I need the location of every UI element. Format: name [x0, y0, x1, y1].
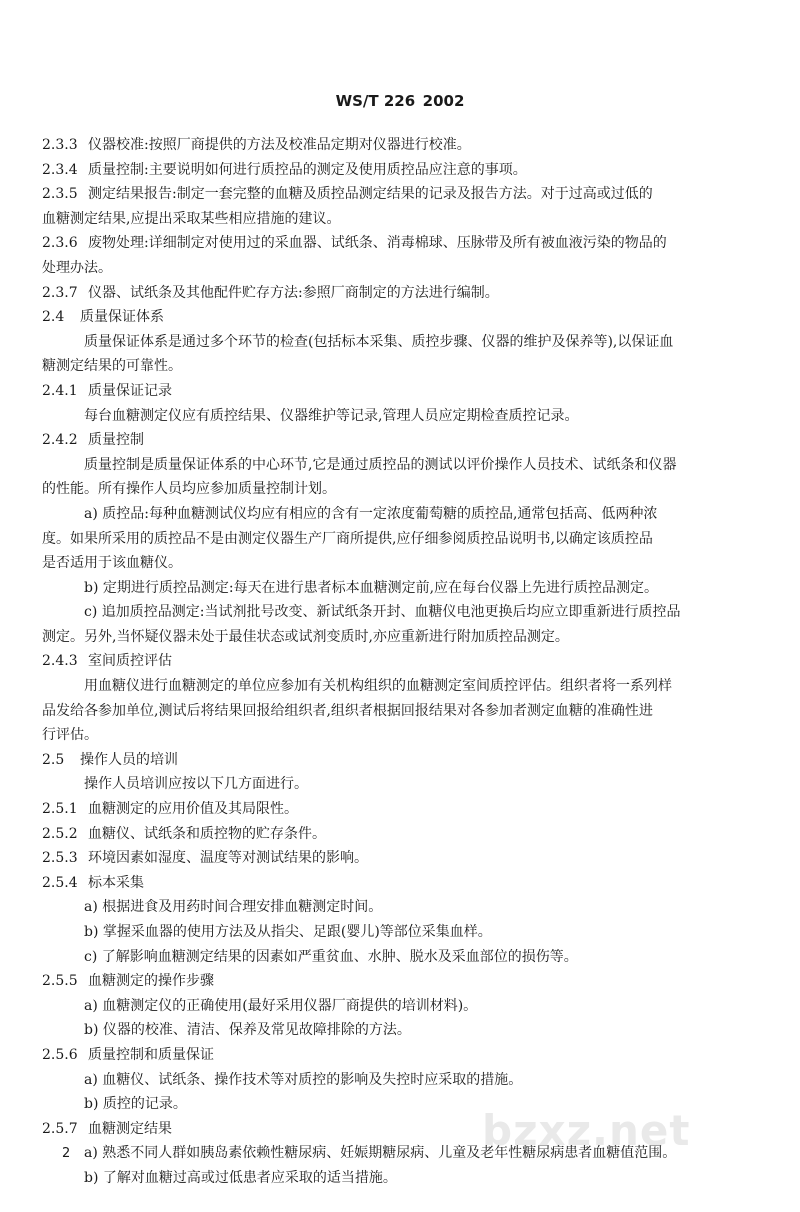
line-text: a) 血糖仪、试纸条、操作技术等对质控的影响及失控时应采取的措施。: [84, 1071, 523, 1088]
line-text: b) 仪器的校准、清洁、保养及常见故障排除的方法。: [84, 1022, 411, 1039]
line-text: 操作人员的培训: [80, 751, 178, 768]
section-line: [42, 797, 734, 822]
line-text: 质量保证记录: [88, 382, 172, 399]
section-number: 2.3.4: [42, 161, 78, 178]
section-number: 2.5: [42, 751, 65, 768]
section-number: 2.5.1: [42, 801, 78, 818]
line-text: 血糖测定结果: [88, 1120, 172, 1137]
line-text: a) 血糖测定仪的正确使用(最好采用仪器厂商提供的培训材料)。: [84, 997, 478, 1014]
section-number: 2.3.6: [42, 235, 78, 252]
line-text: b) 掌握采血器的使用方法及从指尖、足跟(婴儿)等部位采集血样。: [84, 924, 492, 940]
line-text: 测定。另外,当怀疑仪器未处于最佳状态或试剂变质时,亦应重新进行附加质控品测定。: [42, 628, 569, 645]
line-text: 操作人员培训应按以下几方面进行。: [84, 776, 308, 793]
text-line: [42, 502, 734, 527]
section-number: 2.5.2: [42, 825, 78, 842]
section-number: 2.5.3: [42, 850, 78, 867]
section-line: [42, 133, 734, 158]
document-header: WS/T 226 2002: [335, 92, 465, 110]
section-line: [42, 231, 734, 256]
line-text: 仪器、试纸条及其他配件贮存方法:参照厂商制定的方法进行编制。: [88, 284, 499, 301]
text-line: [42, 576, 734, 601]
line-text: b) 定期进行质控品测定:每天在进行患者标本血糖测定前,应在每台仪器上先进行质控品测定。: [84, 579, 659, 596]
line-text: 环境因素如湿度、温度等对测试结果的影响。: [88, 850, 368, 867]
text-line: [42, 527, 734, 552]
text-line: [42, 1018, 734, 1043]
line-text: 血糖测定的应用价值及其局限性。: [88, 801, 298, 818]
line-text: 血糖测定结果,应提出采取某些相应措施的建议。: [42, 210, 341, 227]
line-text: 仪器校准:按照厂商提供的方法及校准品定期对仪器进行校准。: [88, 137, 471, 153]
line-text: 质量保证体系: [80, 309, 164, 326]
text-line: [42, 453, 734, 478]
line-text: c) 了解影响血糖测定结果的因素如严重贫血、水肿、脱水及采血部位的损伤等。: [84, 948, 578, 965]
section-number: 2.5.6: [42, 1046, 78, 1063]
text-line: [42, 945, 734, 970]
line-text: a) 根据进食及用药时间合理安排血糖测定时间。: [84, 899, 383, 916]
line-text: 血糖测定的操作步骤: [88, 973, 214, 990]
line-text: c) 追加质控品测定:当试剂批号改变、新试纸条开封、血糖仪电池更换后均应立即重新进行质控品: [84, 604, 681, 621]
document-body: [42, 133, 734, 1191]
line-text: 标本采集: [88, 874, 144, 891]
section-line: [42, 846, 734, 871]
line-text: 处理办法。: [42, 259, 112, 276]
line-text: 行评估。: [42, 727, 98, 744]
line-text: 品发给各参加单位,测试后将结果回报给组织者,组织者根据回报结果对各参加者测定血糖的准确性进: [42, 702, 653, 719]
section-number: 2.5.5: [42, 973, 78, 990]
section-line: [42, 281, 734, 306]
section-number: 2.4.2: [42, 432, 78, 449]
section-line: [42, 969, 734, 994]
text-line: [42, 207, 734, 232]
text-line: [42, 920, 734, 945]
text-line: [42, 256, 734, 281]
line-text: 质量控制和质量保证: [88, 1046, 214, 1063]
line-text: 质量控制:主要说明如何进行质控品的测定及使用质控品应注意的事项。: [88, 161, 527, 178]
section-line: [42, 305, 734, 330]
text-line: [42, 994, 734, 1019]
section-number: 2.3.5: [42, 186, 78, 203]
text-line: [42, 404, 734, 429]
line-text: a) 熟悉不同人群如胰岛素依赖性糖尿病、妊娠期糖尿病、儿童及老年性糖尿病患者血糖值范围。: [84, 1145, 677, 1162]
line-text: a) 质控品:每种血糖测试仪均应有相应的含有一定浓度葡萄糖的质控品,通常包括高、低两种浓: [84, 505, 658, 522]
text-line: [42, 625, 734, 650]
text-line: [42, 772, 734, 797]
text-line: [42, 699, 734, 724]
line-text: 的性能。所有操作人员均应参加质量控制计划。: [42, 481, 336, 498]
text-line: [42, 330, 734, 355]
text-line: [42, 354, 734, 379]
section-number: 2.5.7: [42, 1120, 78, 1137]
line-text: 是否适用于该血糖仪。: [42, 555, 182, 572]
section-number: 2.3.3: [42, 137, 78, 153]
section-line: [42, 649, 734, 674]
text-line: [42, 551, 734, 576]
section-number: 2.4.1: [42, 382, 78, 399]
line-text: 度。如果所采用的质控品不是由测定仪器生产厂商所提供,应仔细参阅质控品说明书,以确定该质控品: [42, 530, 653, 547]
section-number: 2.5.4: [42, 874, 78, 891]
watermark: bzxz.net: [482, 1106, 691, 1155]
line-text: 质量控制: [88, 432, 144, 449]
section-line: [42, 379, 734, 404]
line-text: b) 质控的记录。: [84, 1096, 187, 1113]
section-line: [42, 158, 734, 183]
line-text: 糖测定结果的可靠性。: [42, 358, 182, 375]
section-line: [42, 748, 734, 773]
line-text: 废物处理:详细制定对使用过的采血器、试纸条、消毒棉球、压脉带及所有被血液污染的物品的: [88, 235, 667, 252]
text-line: [42, 723, 734, 748]
section-line: [42, 1043, 734, 1068]
section-line: [42, 822, 734, 847]
page-number: 2: [62, 1146, 71, 1161]
line-text: 质量控制是质量保证体系的中心环节,它是通过质控品的测试以评价操作人员技术、试纸条和仪器: [84, 456, 677, 473]
line-text: 每台血糖测定仪应有质控结果、仪器维护等记录,管理人员应定期检查质控记录。: [84, 407, 579, 424]
text-line: [42, 477, 734, 502]
section-number: 2.4: [42, 309, 65, 326]
text-line: [42, 1068, 734, 1093]
text-line: [42, 674, 734, 699]
text-line: [42, 600, 734, 625]
line-text: 室间质控评估: [88, 653, 172, 670]
line-text: 质量保证体系是通过多个环节的检查(包括标本采集、质控步骤、仪器的维护及保养等),以保证血: [84, 333, 674, 350]
line-text: 血糖仪、试纸条和质控物的贮存条件。: [88, 825, 326, 842]
text-line: [42, 1166, 734, 1191]
line-text: b) 了解对血糖过高或过低患者应采取的适当措施。: [84, 1169, 397, 1186]
section-line: [42, 428, 734, 453]
line-text: 测定结果报告:制定一套完整的血糖及质控品测定结果的记录及报告方法。对于过高或过低的: [88, 186, 653, 203]
section-number: 2.3.7: [42, 284, 78, 301]
text-line: [42, 895, 734, 920]
section-line: [42, 182, 734, 207]
section-number: 2.4.3: [42, 653, 78, 670]
section-line: [42, 871, 734, 896]
line-text: 用血糖仪进行血糖测定的单位应参加有关机构组织的血糖测定室间质控评估。组织者将一系列样: [84, 678, 672, 695]
